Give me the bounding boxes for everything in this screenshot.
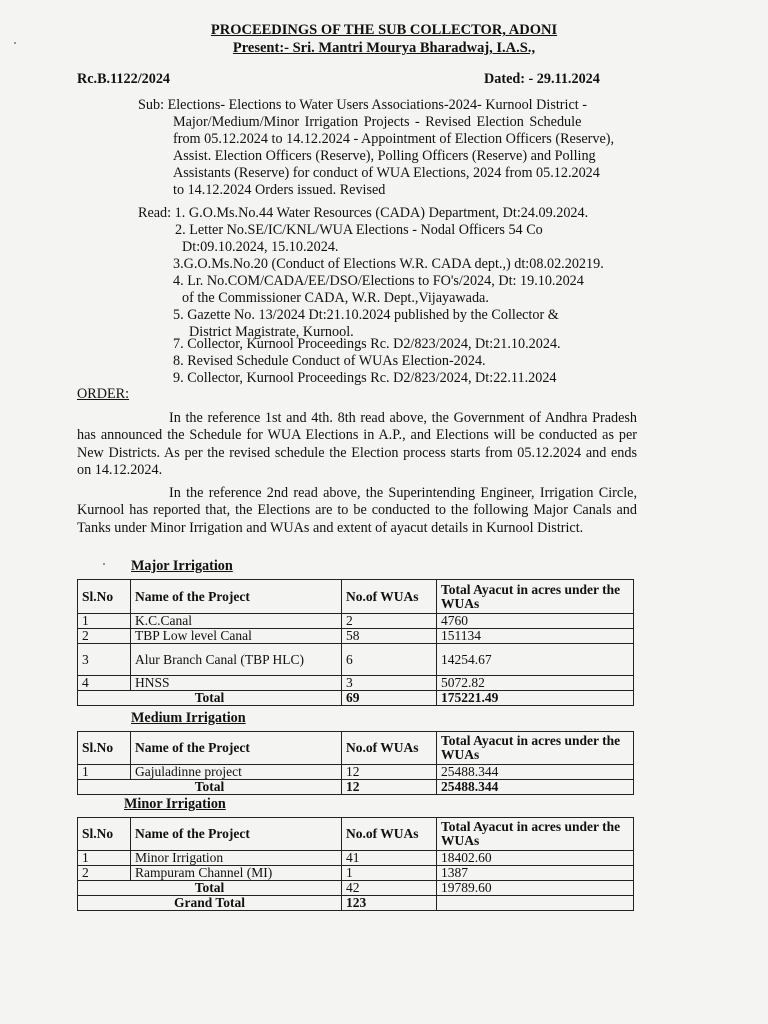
grand-total-row xyxy=(78,896,634,911)
cell: 4760 xyxy=(437,614,634,629)
cell: 41 xyxy=(342,851,437,866)
medium-irrigation-table xyxy=(77,731,634,795)
cell: 4 xyxy=(78,676,131,691)
column-header: Name of the Project xyxy=(131,580,342,614)
column-header: Name of the Project xyxy=(131,818,342,851)
paragraph-text: In the reference 1st and 4th. 8th read above, the Government of Andhra Pradesh has announced the Schedule for WUA Elections in A.P., and Elections will be conducted as per New Districts. As per the revised schedule the Election process starts from 05.12.2024 and ends on 14.12.2024. xyxy=(77,410,637,478)
total-ayacut: 175221.49 xyxy=(437,691,634,706)
cell: 5072.82 xyxy=(437,676,634,691)
column-header: Total Ayacut in acres under the WUAs xyxy=(437,818,634,851)
reference-item: District Magistrate, Kurnool. xyxy=(189,324,354,340)
column-header: Sl.No xyxy=(78,818,131,851)
major-irrigation-heading: Major Irrigation xyxy=(131,558,233,574)
reference-item: 9. Collector, Kurnool Proceedings Rc. D2/823/2024, Dt:22.11.2024 xyxy=(173,370,557,386)
subject-line: to 14.12.2024 Orders issued. Revised xyxy=(173,182,386,198)
cell: 2 xyxy=(78,866,131,881)
reference-item: 4. Lr. No.COM/CADA/EE/DSO/Elections to FO's/2024, Dt: 19.10.2024 xyxy=(173,273,584,289)
table-row xyxy=(78,629,634,644)
cell: 1 xyxy=(342,866,437,881)
cell: 1387 xyxy=(437,866,634,881)
cell: 12 xyxy=(342,765,437,780)
table-header-row xyxy=(78,732,634,765)
cell: HNSS xyxy=(131,676,342,691)
present-line: Present:- Sri. Mantri Mourya Bharadwaj, I.A.S., xyxy=(232,40,536,56)
reference-number: Rc.B.1122/2024 xyxy=(77,71,171,87)
cell: Minor Irrigation xyxy=(131,851,342,866)
cell: 58 xyxy=(342,629,437,644)
cell: 3 xyxy=(78,644,131,676)
table-row xyxy=(78,644,634,676)
reference-item: 5. Gazette No. 13/2024 Dt:21.10.2024 published by the Collector & xyxy=(173,307,559,323)
cell: K.C.Canal xyxy=(131,614,342,629)
column-header: Total Ayacut in acres under the WUAs xyxy=(437,732,634,765)
subject-line: Assistants (Reserve) for conduct of WUA Elections, 2024 from 05.12.2024 xyxy=(173,165,600,181)
reference-item: 8. Revised Schedule Conduct of WUAs Election-2024. xyxy=(173,353,486,369)
table-row xyxy=(78,866,634,881)
table-row xyxy=(78,614,634,629)
table-row xyxy=(78,676,634,691)
scan-speck xyxy=(14,42,16,44)
table-header-row xyxy=(78,818,634,851)
total-label: Total xyxy=(78,881,342,896)
order-paragraph-1 xyxy=(77,410,637,479)
subject-line: Major/Medium/Minor Irrigation Projects - Revised Election Schedule xyxy=(173,114,582,130)
reference-item: Read: 1. G.O.Ms.No.44 Water Resources (CADA) Department, Dt:24.09.2024. xyxy=(138,205,589,221)
table-row xyxy=(78,851,634,866)
major-irrigation-table xyxy=(77,579,634,706)
subject-line: Sub: Elections- Elections to Water Users Associations-2024- Kurnool District - xyxy=(138,97,587,113)
total-row xyxy=(78,881,634,896)
scan-speck xyxy=(103,563,105,565)
total-row xyxy=(78,691,634,706)
subject-line: from 05.12.2024 to 14.12.2024 - Appointment of Election Officers (Reserve), xyxy=(173,131,615,147)
cell: 6 xyxy=(342,644,437,676)
cell: 151134 xyxy=(437,629,634,644)
reference-item: 2. Letter No.SE/IC/KNL/WUA Elections - Nodal Officers 54 Co xyxy=(175,222,543,238)
order-paragraph-2 xyxy=(77,485,637,537)
total-ayacut: 25488.344 xyxy=(437,780,634,795)
grand-total-label: Grand Total xyxy=(78,896,342,911)
paragraph-text: In the reference 2nd read above, the Superintending Engineer, Irrigation Circle, Kurnool has reported that, the Elections are to be conducted to the following Major Canals and Tanks under Minor Irrigation and WUAs and extent of ayacut details in Kurnool District. xyxy=(77,485,637,536)
proceedings-title: PROCEEDINGS OF THE SUB COLLECTOR, ADONI xyxy=(210,22,558,38)
total-wuas: 69 xyxy=(342,691,437,706)
cell: 25488.344 xyxy=(437,765,634,780)
minor-irrigation-table xyxy=(77,817,634,911)
total-row xyxy=(78,780,634,795)
column-header: Name of the Project xyxy=(131,732,342,765)
cell: Gajuladinne project xyxy=(131,765,342,780)
cell: 1 xyxy=(78,851,131,866)
reference-item: Dt:09.10.2024, 15.10.2024. xyxy=(182,239,339,255)
column-header: Sl.No xyxy=(78,732,131,765)
minor-irrigation-heading: Minor Irrigation xyxy=(124,796,226,812)
total-label: Total xyxy=(78,691,342,706)
column-header: Total Ayacut in acres under the WUAs xyxy=(437,580,634,614)
cell: TBP Low level Canal xyxy=(131,629,342,644)
cell: 3 xyxy=(342,676,437,691)
cell: 2 xyxy=(78,629,131,644)
reference-item: of the Commissioner CADA, W.R. Dept.,Vijayawada. xyxy=(182,290,489,306)
reference-item: 7. Collector, Kurnool Proceedings Rc. D2/823/2024, Dt:21.10.2024. xyxy=(173,336,561,352)
cell: 1 xyxy=(78,614,131,629)
column-header: No.of WUAs xyxy=(342,580,437,614)
total-ayacut: 19789.60 xyxy=(437,881,634,896)
order-heading: ORDER: xyxy=(77,386,130,402)
total-wuas: 42 xyxy=(342,881,437,896)
cell: 14254.67 xyxy=(437,644,634,676)
grand-total-ayacut xyxy=(437,896,634,911)
cell: Rampuram Channel (MI) xyxy=(131,866,342,881)
column-header: No.of WUAs xyxy=(342,732,437,765)
cell: 18402.60 xyxy=(437,851,634,866)
cell: 1 xyxy=(78,765,131,780)
grand-total-wuas: 123 xyxy=(342,896,437,911)
subject-line: Assist. Election Officers (Reserve), Polling Officers (Reserve) and Polling xyxy=(173,148,596,164)
medium-irrigation-heading: Medium Irrigation xyxy=(131,710,246,726)
reference-item: 3.G.O.Ms.No.20 (Conduct of Elections W.R. CADA dept.,) dt:08.02.20219. xyxy=(173,256,604,272)
total-label: Total xyxy=(78,780,342,795)
cell: 2 xyxy=(342,614,437,629)
cell: Alur Branch Canal (TBP HLC) xyxy=(131,644,342,676)
total-wuas: 12 xyxy=(342,780,437,795)
column-header: Sl.No xyxy=(78,580,131,614)
table-header-row xyxy=(78,580,634,614)
table-row xyxy=(78,765,634,780)
date-line: Dated: - 29.11.2024 xyxy=(484,71,600,87)
column-header: No.of WUAs xyxy=(342,818,437,851)
